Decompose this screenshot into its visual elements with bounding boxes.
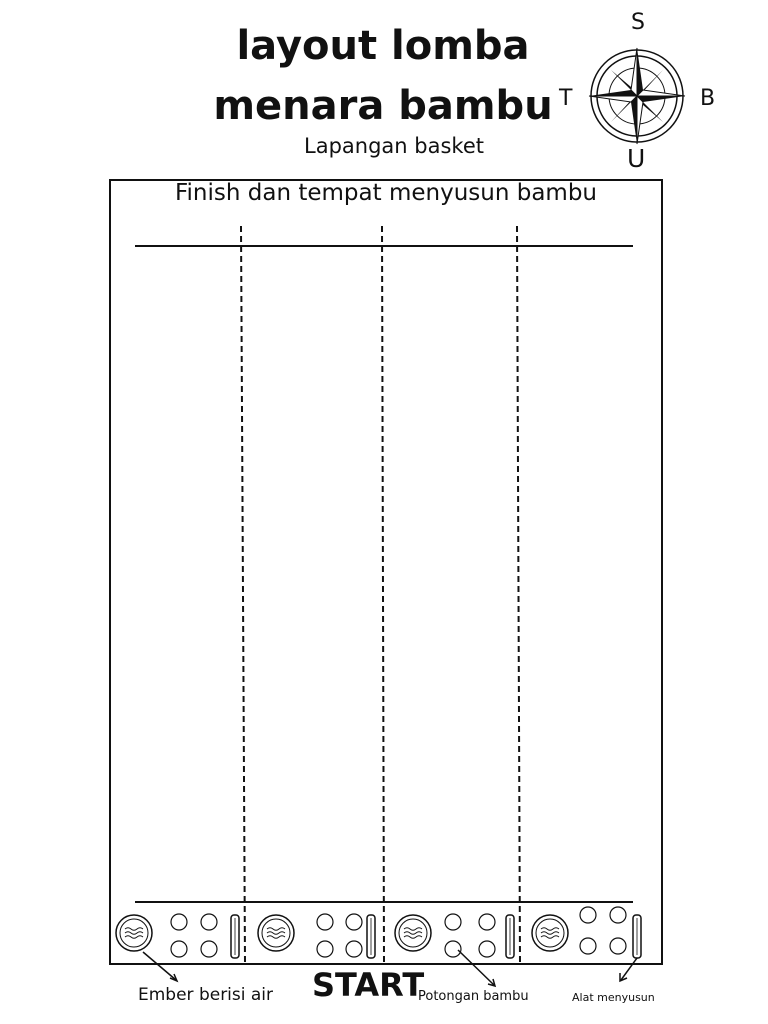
bamboo-piece-icon bbox=[317, 941, 333, 957]
bucket-icon bbox=[258, 915, 294, 951]
bamboo-piece-icon bbox=[479, 941, 495, 957]
lane-divider-1 bbox=[241, 226, 245, 964]
bamboo-piece-icon bbox=[171, 914, 187, 930]
finish-label: Finish dan tempat menyusun bambu bbox=[174, 180, 597, 206]
bamboo-piece-icon bbox=[201, 941, 217, 957]
water-wave bbox=[404, 936, 422, 939]
bamboo-piece-icon bbox=[479, 914, 495, 930]
compass-left-label: T bbox=[559, 86, 573, 111]
bamboo-piece-icon bbox=[171, 941, 187, 957]
bamboo-piece-icon bbox=[580, 938, 596, 954]
compass-top-label: S bbox=[631, 10, 645, 35]
water-wave bbox=[541, 932, 559, 935]
water-wave bbox=[404, 928, 422, 931]
bamboo-piece-icon bbox=[610, 938, 626, 954]
bamboo-piece-icon bbox=[201, 914, 217, 930]
water-wave bbox=[541, 936, 559, 939]
lane-items bbox=[116, 907, 641, 958]
label-bucket: Ember berisi air bbox=[138, 985, 274, 1005]
water-wave bbox=[267, 932, 285, 935]
bamboo-piece-icon bbox=[346, 941, 362, 957]
subtitle: Lapangan basket bbox=[304, 134, 484, 158]
compass-right-label: B bbox=[700, 86, 716, 111]
water-wave bbox=[125, 932, 143, 935]
water-wave bbox=[267, 928, 285, 931]
water-wave bbox=[267, 936, 285, 939]
compass-bottom-label: U bbox=[627, 144, 646, 173]
bamboo-piece-icon bbox=[346, 914, 362, 930]
lane-divider-3 bbox=[517, 226, 520, 964]
label-bamboo-pieces: Potongan bambu bbox=[418, 989, 529, 1004]
bamboo-piece-icon bbox=[445, 914, 461, 930]
bamboo-piece-icon bbox=[610, 907, 626, 923]
title-line-2: menara bambu bbox=[213, 83, 553, 129]
bamboo-piece-icon bbox=[317, 914, 333, 930]
bucket-icon bbox=[116, 915, 152, 951]
title-line-1: layout lomba bbox=[236, 23, 530, 69]
lane-divider-2 bbox=[382, 226, 384, 964]
bamboo-piece-icon bbox=[445, 941, 461, 957]
arrow-bucket bbox=[143, 952, 176, 980]
field-boundary bbox=[110, 180, 662, 964]
water-wave bbox=[541, 928, 559, 931]
bamboo-piece-icon bbox=[580, 907, 596, 923]
label-tool: Alat menyusun bbox=[572, 991, 655, 1004]
arrow-bamboo bbox=[458, 950, 494, 985]
bucket-icon bbox=[395, 915, 431, 951]
water-wave bbox=[125, 928, 143, 931]
bucket-icon bbox=[532, 915, 568, 951]
water-wave bbox=[404, 932, 422, 935]
label-start: START bbox=[312, 966, 425, 1004]
arrow-tool bbox=[621, 958, 637, 980]
water-wave bbox=[125, 936, 143, 939]
